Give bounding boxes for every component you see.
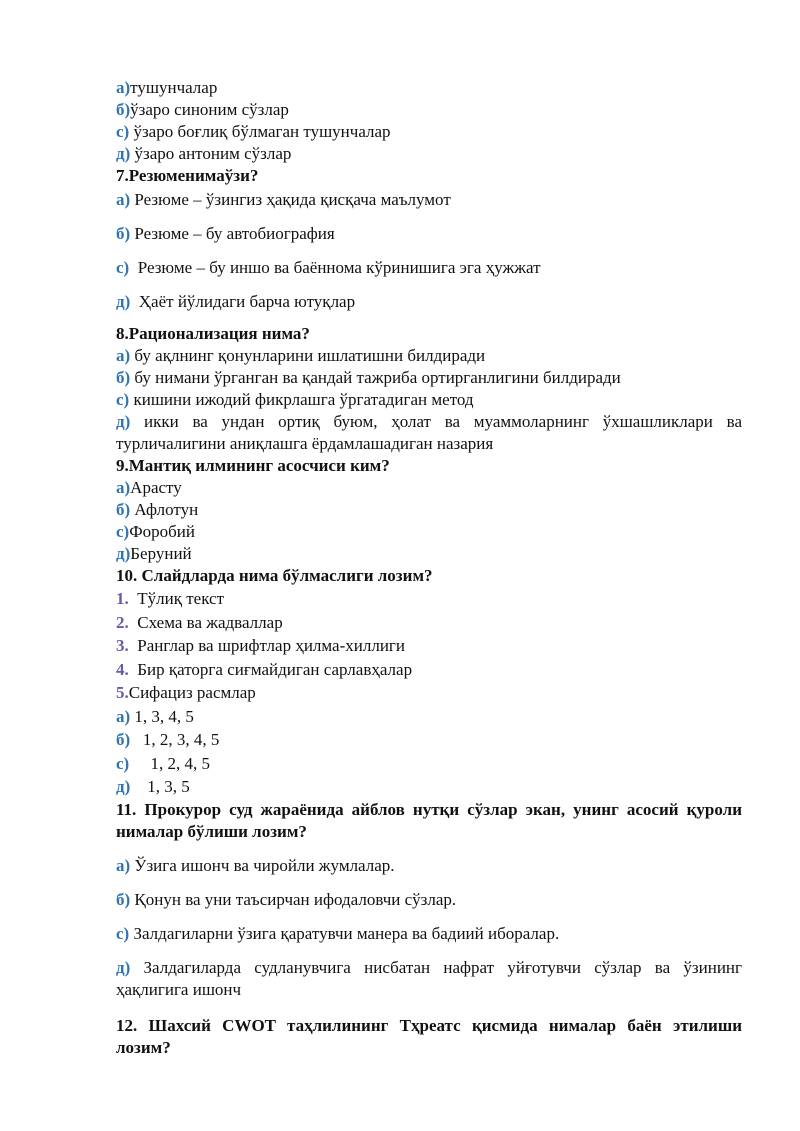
option-text: ўзаро антоним сўзлар (130, 144, 292, 163)
option-text: икки ва ундан ортиқ буюм, ҳолат ва муаммоларнинг ўхшашликлари ва турличалигини аниқлашга ёрдамлашадиган назария (116, 412, 742, 453)
q11-option-a[interactable] (116, 855, 742, 877)
q6-option-a[interactable] (116, 77, 742, 99)
option-marker: а) (116, 855, 131, 875)
q6-options (116, 77, 742, 165)
option-text: ўзаро синоним сўзлар (130, 100, 289, 119)
item-text: Тўлиқ текст (128, 589, 225, 608)
q8-option-c[interactable] (116, 389, 742, 411)
option-marker: а) (116, 190, 131, 209)
q7-option-b[interactable] (116, 223, 742, 245)
option-marker: б) (116, 368, 131, 387)
option-text: Резюме – бу автобиография (130, 224, 335, 243)
q9-option-a[interactable] (116, 477, 742, 499)
q11-option-d[interactable] (116, 957, 742, 1001)
option-marker: д) (116, 957, 131, 977)
option-text: 1, 3, 5 (130, 777, 190, 796)
item-text: Схема ва жадваллар (128, 612, 283, 632)
option-marker: с) (116, 923, 130, 943)
q6-option-b[interactable] (116, 99, 742, 121)
q10-option-a[interactable] (116, 705, 742, 729)
q10-item (116, 634, 742, 658)
q12-title: 12. Шахсий CWOT таҳлилининг Тҳреатс қисмида нималар баён этилиши лозим? (116, 1015, 742, 1057)
q8-option-d[interactable] (116, 411, 742, 455)
option-text: 1, 3, 4, 5 (130, 706, 194, 726)
option-text: Ҳаёт йўлидаги барча ютуқлар (130, 292, 356, 311)
option-marker: с) (116, 753, 130, 773)
option-text: Ўзига ишонч ва чиройли жумлалар. (130, 855, 395, 875)
q10-title: 10. Слайдларда нима бўлмаслиги лозим? (116, 566, 433, 585)
item-text: Сифациз расмлар (128, 683, 256, 702)
q10-item (116, 587, 742, 611)
option-text: Арасту (130, 478, 182, 497)
q7-option-c[interactable] (116, 257, 742, 279)
q11-option-c[interactable] (116, 923, 742, 945)
item-number: 3. (116, 636, 129, 655)
option-text: тушунчалар (130, 78, 218, 97)
q10-option-c[interactable] (116, 752, 742, 776)
q9-option-d[interactable] (116, 543, 742, 565)
q10-items (116, 587, 742, 799)
option-marker: с) (116, 390, 130, 409)
option-marker: д) (116, 292, 131, 311)
option-marker: с) (116, 522, 130, 541)
q10-option-b[interactable] (116, 728, 742, 752)
option-text: 1, 2, 3, 4, 5 (130, 730, 220, 749)
q10-option-d[interactable] (116, 775, 742, 799)
option-marker: б) (116, 100, 131, 119)
option-marker: а) (116, 706, 131, 726)
option-marker: д) (116, 777, 131, 796)
option-text: Форобий (129, 522, 195, 541)
option-marker: д) (116, 412, 131, 431)
item-text: Бир қаторга сиғмайдиган сарлавҳалар (128, 659, 413, 679)
option-marker: с) (116, 258, 130, 277)
option-marker: б) (116, 889, 131, 909)
q9-option-c[interactable] (116, 521, 742, 543)
q7-title: 7.Резюменимаўзи? (116, 166, 259, 185)
option-text: Резюме – бу иншо ва баённома кўринишига эга ҳужжат (129, 258, 541, 277)
item-text: Ранглар ва шрифтлар ҳилма-хиллиги (128, 636, 405, 655)
option-text: Резюме – ўзингиз ҳақида қисқача маълумот (130, 190, 451, 209)
item-number: 1. (116, 589, 129, 608)
option-text: Залдагиларни ўзига қаратувчи манера ва бадиий иборалар. (129, 923, 560, 943)
item-number: 4. (116, 659, 129, 679)
q6-option-c[interactable] (116, 121, 742, 143)
option-marker: б) (116, 500, 131, 519)
item-number: 5. (116, 683, 129, 702)
option-text: Қонун ва уни таъсирчан ифодаловчи сўзлар. (130, 889, 457, 909)
option-marker: д) (116, 544, 131, 563)
option-marker: а) (116, 78, 131, 97)
q8-option-b[interactable] (116, 367, 742, 389)
q9-option-b[interactable] (116, 499, 742, 521)
q7-option-d[interactable] (116, 291, 742, 313)
option-text: Беруний (130, 544, 192, 563)
option-marker: а) (116, 478, 131, 497)
q11-title: 11. Прокурор суд жараёнида айблов нутқи сўзлар экан, унинг асосий қуроли нималар бўлиши лозим? (116, 799, 742, 841)
option-text: кишини ижодий фикрлашга ўргатадиган метод (129, 390, 474, 409)
q11-option-b[interactable] (116, 889, 742, 911)
q10-item (116, 611, 742, 635)
option-text: Залдагиларда судланувчига нисбатан нафрат уйғотувчи сўзлар ва ўзининг ҳақлигига ишонч (116, 957, 742, 999)
option-text: бу ақлнинг қонунларини ишлатишни билдиради (130, 346, 486, 365)
q8-title: 8.Рационализация нима? (116, 324, 310, 343)
option-text: Афлотун (130, 500, 199, 519)
option-marker: б) (116, 730, 131, 749)
q8-option-a[interactable] (116, 345, 742, 367)
q10-item (116, 681, 742, 705)
q6-option-d[interactable] (116, 143, 742, 165)
option-marker: а) (116, 346, 131, 365)
option-marker: б) (116, 224, 131, 243)
q9-title: 9.Мантиқ илмининг асосчиси ким? (116, 456, 390, 475)
option-text: 1, 2, 4, 5 (129, 753, 210, 773)
option-text: бу нимани ўрганган ва қандай тажриба ортирганлигини билдиради (130, 368, 621, 387)
item-number: 2. (116, 612, 129, 632)
option-marker: д) (116, 144, 131, 163)
q7-option-a[interactable] (116, 189, 742, 211)
option-marker: с) (116, 122, 130, 141)
document-page (116, 77, 742, 1059)
option-text: ўзаро боғлиқ бўлмаган тушунчалар (129, 122, 391, 141)
q10-item (116, 658, 742, 682)
